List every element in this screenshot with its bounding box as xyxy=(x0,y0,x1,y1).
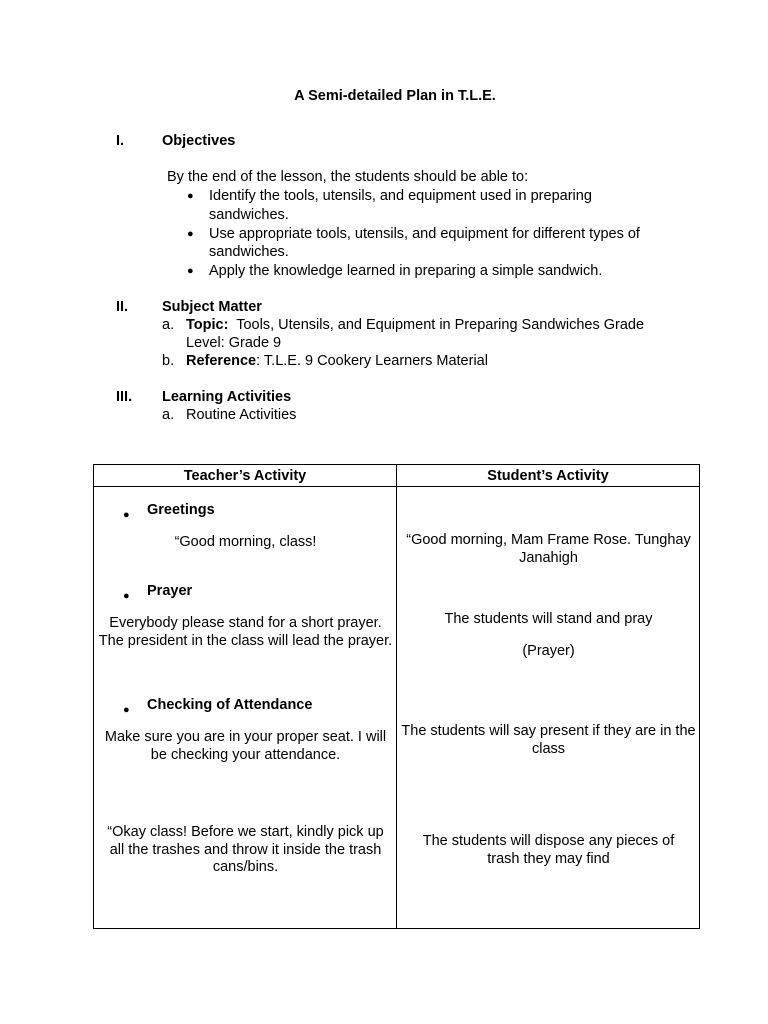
reference-letter: b. xyxy=(162,353,175,369)
reference-line xyxy=(186,353,488,369)
bullet-icon: ● xyxy=(187,265,194,277)
objective-item-1-line1: Identify the tools, utensils, and equipment used in preparing xyxy=(209,188,592,204)
teacher-activity-header: Teacher’s Activity xyxy=(94,465,397,487)
objective-item-2-line2: sandwiches. xyxy=(209,244,289,260)
bullet-icon: ● xyxy=(123,590,130,602)
teacher-prayer-text: Everybody please stand for a short prayer. The president in the class will lead the prayer. xyxy=(98,615,393,649)
bullet-icon: ● xyxy=(187,228,194,240)
objective-item-3-line1: Apply the knowledge learned in preparing a simple sandwich. xyxy=(209,263,603,279)
student-attendance-text: The students will say present if they are in the class xyxy=(401,723,696,757)
section-numeral-objectives: I. xyxy=(116,133,125,149)
bullet-icon: ● xyxy=(187,190,194,202)
teacher-attendance-text: Make sure you are in your proper seat. I will be checking your attendance. xyxy=(104,729,387,763)
teacher-activity-cell xyxy=(94,487,397,929)
reference-text: : T.L.E. 9 Cookery Learners Material xyxy=(256,353,488,369)
section-numeral-learning-activities: III. xyxy=(116,389,133,405)
student-activity-header: Student’s Activity xyxy=(397,465,700,487)
topic-line xyxy=(186,317,644,333)
bullet-icon: ● xyxy=(123,509,130,521)
section-numeral-subject-matter: II. xyxy=(116,299,129,315)
student-greetings-text: “Good morning, Mam Frame Rose. Tunghay Janahigh xyxy=(406,532,691,566)
table-row xyxy=(94,487,700,929)
topic-text-continued: Level: Grade 9 xyxy=(186,335,282,351)
objective-item-1-line2: sandwiches. xyxy=(209,207,289,223)
section-heading-subject-matter: Subject Matter xyxy=(162,299,262,315)
objectives-intro: By the end of the lesson, the students should be able to: xyxy=(167,169,529,185)
routine-letter: a. xyxy=(162,407,175,423)
attendance-heading: Checking of Attendance xyxy=(147,697,313,713)
objective-item-2-line1: Use appropriate tools, utensils, and equipment for different types of xyxy=(209,226,640,242)
student-activity-cell xyxy=(397,487,700,929)
student-prayer-text: The students will stand and pray xyxy=(444,611,653,627)
topic-letter: a. xyxy=(162,317,175,333)
teacher-trash-text: “Okay class! Before we start, kindly pick up all the trashes and throw it inside the trash cans/bins. xyxy=(107,824,384,875)
bullet-icon: ● xyxy=(123,704,130,716)
greetings-heading: Greetings xyxy=(147,502,215,518)
page-title: A Semi-detailed Plan in T.L.E. xyxy=(294,88,496,104)
teacher-greetings-text: “Good morning, class! xyxy=(174,534,317,550)
student-prayer-note: (Prayer) xyxy=(522,643,575,659)
prayer-heading: Prayer xyxy=(147,583,193,599)
student-trash-text: The students will dispose any pieces of trash they may find xyxy=(422,833,675,867)
reference-label: Reference xyxy=(186,353,257,369)
table-header-row xyxy=(94,465,700,487)
topic-text: Tools, Utensils, and Equipment in Preparing Sandwiches Grade xyxy=(236,317,645,333)
section-heading-learning-activities: Learning Activities xyxy=(162,389,292,405)
topic-label: Topic: xyxy=(186,317,229,333)
activity-table xyxy=(93,464,700,929)
routine-activities-label: Routine Activities xyxy=(186,407,297,423)
section-heading-objectives: Objectives xyxy=(162,133,236,149)
